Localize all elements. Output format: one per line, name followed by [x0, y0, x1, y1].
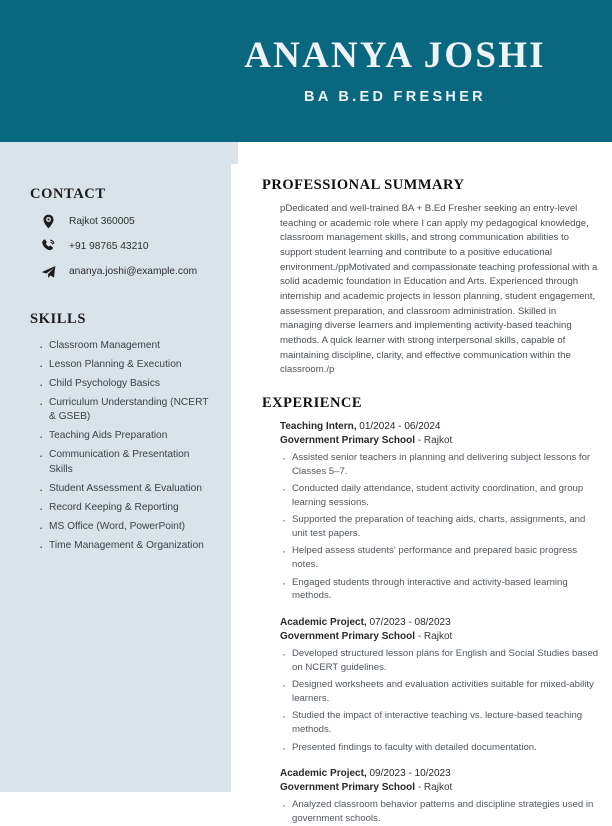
- contact-list: [30, 214, 213, 279]
- experience-bullet: · Conducted daily attendance, student activity coordination, and group learning sessions.: [280, 482, 600, 510]
- experience-dates: 07/2023 - 08/2023: [369, 617, 451, 629]
- experience-entry: [262, 767, 600, 826]
- location-pin-icon: [40, 214, 57, 229]
- experience-entry: [262, 420, 600, 603]
- experience-bullet: · Presented findings to faculty with detailed documentation.: [280, 741, 600, 755]
- skill-item: · Classroom Management: [30, 339, 213, 353]
- experience-bullet: · Studied the impact of interactive teaching vs. lecture-based teaching methods.: [280, 709, 600, 737]
- experience-dates: 09/2023 - 10/2023: [369, 768, 451, 780]
- skill-item: · Record Keeping & Reporting: [30, 501, 213, 515]
- experience-organization: Government Primary School: [280, 630, 416, 642]
- experience-bullet: · Engaged students through interactive and activity-based learning methods.: [280, 576, 600, 604]
- professional-summary-text: pDedicated and well-trained BA + B.Ed Fresher seeking an entry-level teaching or academic role where I can apply my pedagogical knowledge, classroom management skills, and strong communication abilities to support student learning and contribute to a positive educational environment./ppMotivated and compassionate teaching professional with a solid academic foundation in Education and Arts. Experienced through internship and academic projects in lesson planning, student engagement, assessment preparation, and classroom administration. Skilled in managing diverse learners and implementing activity-based teaching methods. A quick learner with strong interpersonal skills, capable of maintaining discipline, clarity, and effective communication within the classroom./p: [280, 203, 598, 376]
- experience-location: - Rajkot: [417, 434, 453, 446]
- experience-org-line: [280, 434, 600, 448]
- experience-role: Academic Project,: [280, 768, 367, 780]
- sidebar: [0, 142, 231, 792]
- skills-heading: SKILLS: [30, 311, 86, 327]
- skill-item: · Time Management & Organization: [30, 539, 213, 553]
- resume-header: [0, 0, 612, 142]
- skill-item: · Teaching Aids Preparation: [30, 429, 213, 443]
- experience-heading: EXPERIENCE: [262, 395, 363, 412]
- skill-item: · Communication & Presentation Skills: [30, 448, 213, 477]
- sidebar-top-strip: [231, 142, 238, 164]
- experience-role: Teaching Intern,: [280, 421, 357, 433]
- paper-plane-icon: [40, 264, 57, 279]
- experience-bullet: · Supported the preparation of teaching aids, charts, assignments, and unit test papers.: [280, 513, 600, 541]
- contact-location-value: Rajkot 360005: [69, 215, 135, 227]
- experience-bullet: · Analyzed classroom behavior patterns and discipline strategies used in government schools.: [280, 798, 600, 826]
- skill-item: · Lesson Planning & Execution: [30, 358, 213, 372]
- contact-email-value: ananya.joshi@example.com: [69, 265, 198, 277]
- experience-org-line: [280, 630, 600, 644]
- skills-list: [30, 339, 213, 553]
- phone-icon: [40, 239, 57, 254]
- professional-summary-section: [262, 177, 600, 378]
- experience-bullets: [280, 451, 600, 603]
- experience-bullet: · Assisted senior teachers in planning and delivering subject lessons for Classes 5–7.: [280, 451, 600, 479]
- experience-bullet: · Developed structured lesson plans for English and Social Studies based on NCERT guidelines.: [280, 647, 600, 675]
- experience-organization: Government Primary School: [280, 781, 416, 793]
- experience-entry: [262, 616, 600, 754]
- skill-item: · MS Office (Word, PowerPoint): [30, 520, 213, 534]
- experience-section: [262, 395, 600, 826]
- experience-bullet: · Helped assess students' performance and prepared basic progress notes.: [280, 544, 600, 572]
- contact-item-phone: [30, 239, 213, 254]
- experience-dates: 01/2024 - 06/2024: [359, 421, 441, 433]
- contact-heading: CONTACT: [30, 186, 106, 202]
- experience-org-line: [280, 781, 600, 795]
- skill-item: · Curriculum Understanding (NCERT & GSEB): [30, 396, 213, 425]
- contact-item-location: [30, 214, 213, 229]
- skill-item: · Child Psychology Basics: [30, 377, 213, 391]
- professional-summary-heading: PROFESSIONAL SUMMARY: [262, 177, 465, 193]
- candidate-name: ANANYA JOSHI: [244, 34, 546, 76]
- experience-role: Academic Project,: [280, 617, 367, 629]
- contact-phone-value: +91 98765 43210: [69, 240, 149, 252]
- skill-item: · Student Assessment & Evaluation: [30, 482, 213, 496]
- candidate-title: BA B.ED FRESHER: [304, 89, 486, 106]
- experience-bullet: · Designed worksheets and evaluation activities suitable for mixed-ability learners.: [280, 678, 600, 706]
- experience-entry-header: [280, 420, 600, 434]
- experience-organization: Government Primary School: [280, 434, 416, 446]
- experience-location: - Rajkot: [417, 630, 453, 642]
- experience-entry-header: [280, 767, 600, 781]
- main-content: [238, 142, 612, 825]
- experience-bullets: [280, 647, 600, 754]
- experience-location: - Rajkot: [417, 781, 453, 793]
- experience-bullets: [280, 798, 600, 826]
- experience-entry-header: [280, 616, 600, 630]
- contact-item-email: [30, 264, 213, 279]
